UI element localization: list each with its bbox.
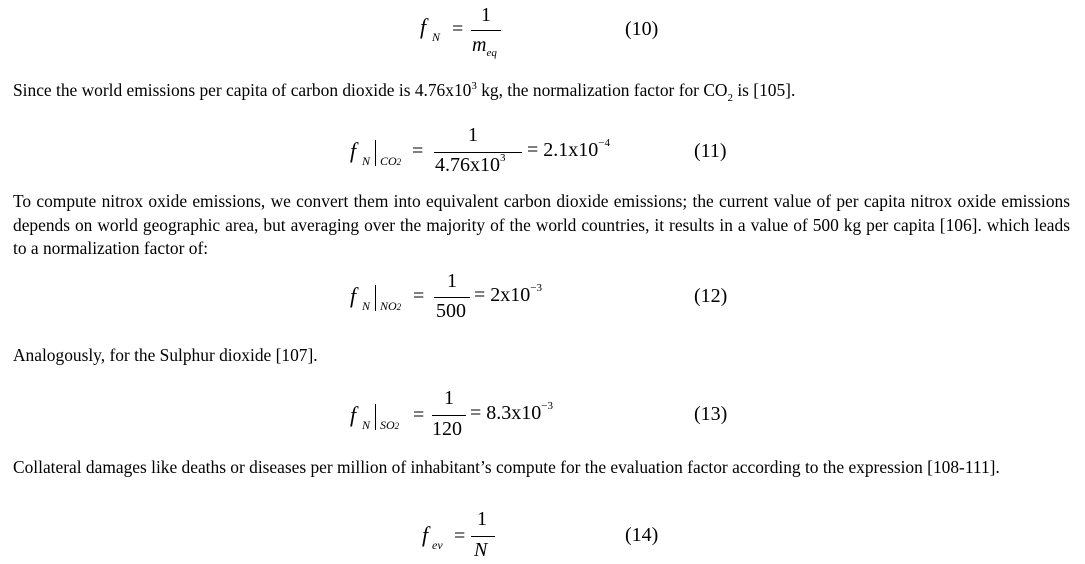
eq12-result: = $2x10^{-3}$ — [474, 282, 542, 306]
eq14-equals: = — [454, 525, 466, 547]
eq11-number: (11) — [694, 140, 727, 162]
eq12-numerator: 1 — [447, 270, 457, 292]
eq11-equals: = — [412, 140, 424, 162]
eq14-numerator: 1 — [477, 508, 487, 530]
eq11-evaluation-bar — [375, 140, 376, 166]
eq13-number: (13) — [694, 403, 728, 425]
eq13-equals: = — [413, 404, 425, 426]
eq14-number: (14) — [625, 524, 659, 546]
eq10-f-symbol: f — [420, 14, 427, 39]
eq10-denominator: $m_{eq}$ — [472, 34, 497, 59]
eq11-evaluation-subscript: CO2 — [380, 154, 402, 168]
paragraph-co2-emissions: Since the world emissions per capita of carbon dioxide is $4.76x10^3$ kg, the normalization factor for $CO_2$ is [105]. — [13, 80, 796, 104]
eq12-equals: = — [413, 285, 425, 307]
eq12-f-subscript: N — [362, 299, 371, 313]
eq14-fraction-line — [471, 536, 495, 537]
eq10-f-subscript: N — [432, 30, 441, 44]
eq14-denominator: N — [474, 539, 488, 561]
eq13-f-subscript: N — [362, 418, 371, 432]
eq10-fraction-line — [471, 30, 501, 31]
eq13-result: = $8.3x10^{-3}$ — [470, 400, 553, 424]
eq13-denominator: 120 — [432, 418, 462, 440]
eq14-f-symbol: f — [422, 522, 429, 547]
eq11-denominator: $4.76x10^3$ — [435, 152, 506, 176]
eq11-result: = $2.1x10^{-4}$ — [527, 137, 610, 161]
eq10-numerator: 1 — [481, 4, 491, 26]
eq13-numerator: 1 — [444, 387, 454, 409]
eq14-f-subscript: ev — [432, 538, 443, 552]
eq10-equals: = — [452, 18, 464, 40]
eq12-f-symbol: f — [350, 283, 357, 308]
eq12-denominator: 500 — [436, 300, 466, 322]
eq11-numerator: 1 — [468, 124, 478, 146]
paragraph-nitrox-oxide: To compute nitrox oxide emissions, we convert them into equivalent carbon dioxide emissions; the current value of per capita nitrox oxide emissions depends on world geographic area, but averaging over the majority of the world countries, it results in a value of 500 kg per capita [106]. which leads to a normalization factor of: — [13, 191, 1070, 258]
eq11-f-subscript: N — [362, 154, 371, 168]
eq12-evaluation-bar — [375, 285, 376, 311]
eq13-evaluation-bar — [375, 404, 376, 430]
eq13-f-symbol: f — [350, 402, 357, 427]
eq12-evaluation-subscript: NO2 — [380, 299, 402, 313]
paragraph-sulphur-dioxide: Analogously, for the Sulphur dioxide [107]. — [13, 345, 318, 365]
eq12-number: (12) — [694, 285, 728, 307]
eq11-f-symbol: f — [350, 138, 357, 163]
eq12-fraction-line — [434, 297, 470, 298]
eq10-number: (10) — [625, 18, 659, 40]
paragraph-collateral-damages: Collateral damages like deaths or diseases per million of inhabitant’s compute for the evaluation factor according to the expression [108-111]. — [13, 457, 1000, 477]
eq13-evaluation-subscript: SO2 — [380, 418, 400, 432]
eq13-fraction-line — [432, 415, 466, 416]
